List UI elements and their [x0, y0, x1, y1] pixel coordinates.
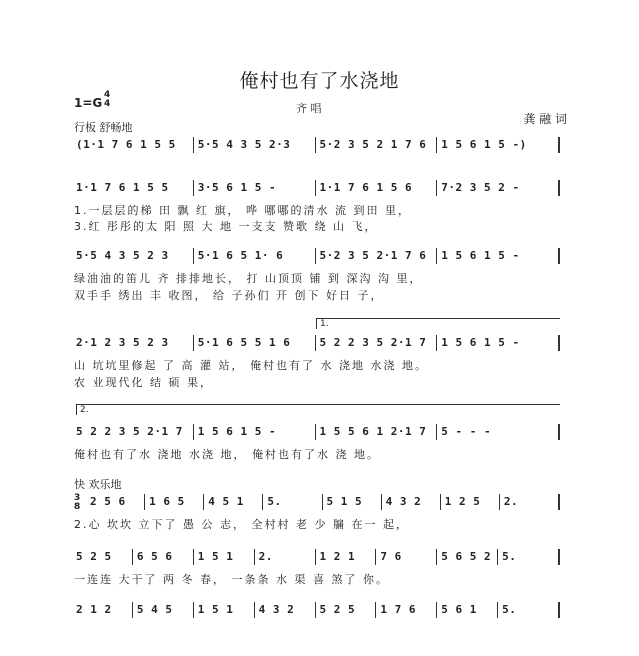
measure: 1 5 5 6 1 2·1 7: [316, 424, 438, 440]
measure: 5 6 5 2: [437, 549, 498, 565]
lyricist-credit: 龚 融 词: [523, 112, 567, 126]
measure: 5 6 1: [437, 602, 498, 618]
measure: 2.: [255, 549, 316, 565]
score-row: [86, 494, 560, 510]
measure: 5 2 5: [72, 549, 133, 565]
first-ending-bracket: 1.: [316, 318, 560, 329]
measure: 5·2 3 5 2·1 7 6: [316, 248, 438, 264]
lyric-line: 绿油油的笛儿 齐 排排地长， 打 山顶顶 铺 到 深沟 沟 里，: [74, 272, 423, 285]
measure: 1 6 5: [145, 494, 204, 510]
measure: 5·2 3 5 2 1 7 6: [316, 137, 438, 153]
measure: 1 5 6 1 5 -): [437, 137, 560, 153]
measure: 5 4 5: [133, 602, 194, 618]
measure: 7 6: [376, 549, 437, 565]
meter-bottom: 8: [74, 502, 81, 512]
measure: (1·1 7 6 1 5 5: [72, 137, 194, 153]
measure: 1·1 7 6 1 5 6: [316, 180, 438, 196]
measure: 7·2 3 5 2 -: [437, 180, 560, 196]
performance-style: 齐 唱: [296, 102, 322, 115]
measure: 1 7 6: [376, 602, 437, 618]
score-row: [72, 602, 560, 618]
lyric-line: 双手手 绣出 丰 收图， 给 子孙们 开 创下 好日 子，: [74, 289, 384, 302]
song-title: 俺村也有了水浇地: [239, 70, 400, 92]
score-row: [72, 549, 560, 565]
measure: 5.: [498, 602, 560, 618]
measure: 4 3 2: [382, 494, 441, 510]
time-signature-2: [74, 494, 80, 512]
score-row: [72, 424, 560, 440]
measure: 5·1 6 5 1· 6: [194, 248, 316, 264]
measure: 1 5 1: [194, 602, 255, 618]
measure: 5 1 5: [323, 494, 382, 510]
score-row: [72, 137, 560, 153]
lyric-line: 农 业现代化 结 硕 果，: [74, 376, 213, 389]
measure: 5 2 2 3 5 2·1 7: [316, 335, 438, 351]
second-ending-bracket: 2.: [76, 404, 560, 415]
measure: 5·5 4 3 5 2·3: [194, 137, 316, 153]
measure: 5.: [263, 494, 322, 510]
measure: 5 2 5: [316, 602, 377, 618]
lyric-line: 俺村也有了水 浇地 水浇 地， 俺村也有了水 浇 地。: [74, 448, 380, 461]
tempo-marking: 行板 舒畅地: [74, 121, 133, 134]
score-row: [72, 180, 560, 196]
measure: 4 3 2: [255, 602, 316, 618]
key-signature: 1=G: [74, 96, 103, 110]
measure: 2 5 6: [86, 494, 145, 510]
measure: 1·1 7 6 1 5 5: [72, 180, 194, 196]
time-signature: [104, 91, 110, 109]
measure: 4 5 1: [204, 494, 263, 510]
meter-top: 4: [104, 90, 111, 100]
tempo-marking-2: 快 欢乐地: [74, 478, 122, 491]
measure: 1 5 6 1 5 -: [437, 335, 560, 351]
measure: 5 - - -: [437, 424, 560, 440]
measure: 6 5 6: [133, 549, 194, 565]
measure: 1 2 1: [316, 549, 377, 565]
lyric-line: 3.红 彤彤的太 阳 照 大 地 一支支 赞歌 绕 山 飞，: [74, 220, 378, 233]
measure: 2.: [500, 494, 560, 510]
measure: 1 5 6 1 5 -: [437, 248, 560, 264]
lyric-line: 2.心 坎坎 立下了 愚 公 志， 全村村 老 少 牖 在一 起，: [74, 518, 409, 531]
measure: 1 5 6 1 5 -: [194, 424, 316, 440]
meter-bottom: 4: [104, 99, 111, 109]
score-row: [72, 335, 560, 351]
measure: 2 1 2: [72, 602, 133, 618]
measure: 5.: [498, 549, 560, 565]
lyric-line: 1.一层层的梯 田 飘 红 旗， 哗 哪哪的清水 流 到田 里，: [74, 204, 411, 217]
measure: 3·5 6 1 5 -: [194, 180, 316, 196]
meter-top: 3: [74, 493, 81, 503]
measure: 5·5 4 3 5 2 3: [72, 248, 194, 264]
score-row: [72, 248, 560, 264]
measure: 1 5 1: [194, 549, 255, 565]
lyric-line: 一连连 大干了 两 冬 春， 一条条 水 渠 喜 煞了 你。: [74, 573, 389, 586]
measure: 5 2 2 3 5 2·1 7: [72, 424, 194, 440]
lyric-line: 山 坑坑里修起 了 高 灌 站， 俺村也有了 水 浇地 水浇 地。: [74, 359, 428, 372]
measure: 2·1 2 3 5 2 3: [72, 335, 194, 351]
measure: 5·1 6 5 5 1 6: [194, 335, 316, 351]
measure: 1 2 5: [441, 494, 500, 510]
